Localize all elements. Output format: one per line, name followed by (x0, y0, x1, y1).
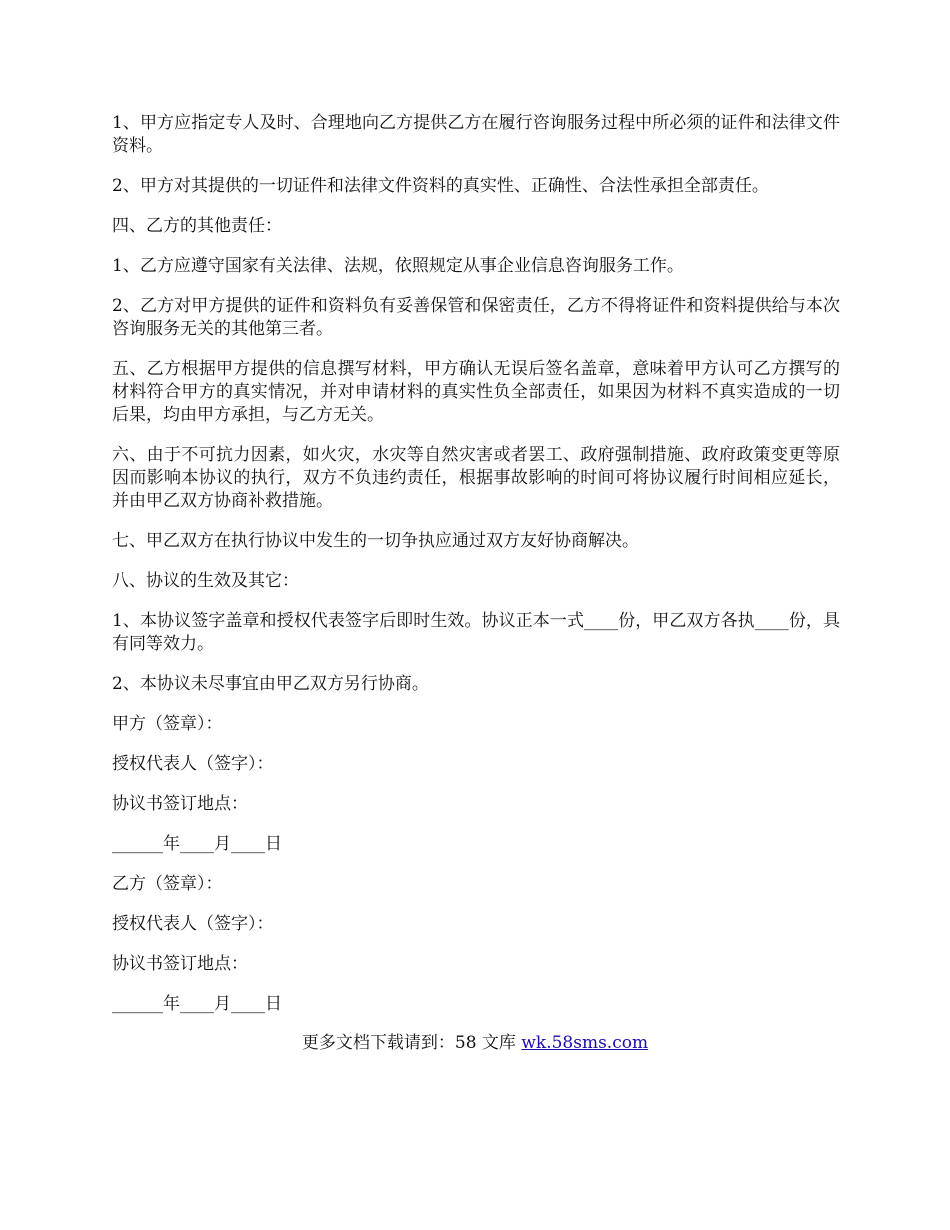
paragraph-clause-8-2: 2、本协议未尽事宜由甲乙双方另行协商。 (112, 674, 429, 694)
section-7: 七、甲乙双方在执行协议中发生的一切争执应通过双方友好协商解决。 (112, 531, 639, 551)
party-a-location-line: 协议书签订地点： (112, 794, 248, 814)
footer-prefix: 更多文档下载请到：58 文库 (301, 1033, 522, 1053)
footer (0, 1032, 950, 1055)
paragraph-clause-2: 2、甲方对其提供的一切证件和法律文件资料的真实性、正确性、合法性承担全部责任。 (112, 176, 769, 196)
paragraph-clause-4-1: 1、乙方应遵守国家有关法律、法规，依照规定从事企业信息咨询服务工作。 (112, 256, 684, 276)
party-b-representative-line: 授权代表人（签字）： (112, 914, 274, 934)
paragraph-clause-8-1: 1、本协议签字盖章和授权代表签字后即时生效。协议正本一式____份，甲乙双方各执____份，具有同等效力。 (112, 611, 840, 654)
party-b-seal-line: 乙方（签章）： (112, 874, 223, 894)
section-5: 五、乙方根据甲方提供的信息撰写材料，甲方确认无误后签名盖章，意味着甲方认可乙方撰写的材料符合甲方的真实情况，并对申请材料的真实性负全部责任，如果因为材料不真实造成的一切后果，均由甲方承担，与乙方无关。 (112, 359, 840, 425)
document-body (112, 112, 840, 1033)
party-a-seal-line: 甲方（签章）： (112, 714, 223, 734)
footer-link[interactable]: wk.58sms.com (521, 1033, 649, 1053)
section-6: 六、由于不可抗力因素，如火灾，水灾等自然灾害或者罢工、政府强制措施、政府政策变更等原因而影响本协议的执行，双方不负违约责任，根据事故影响的时间可将协议履行时间相应延长，并由甲乙双方协商补救措施。 (112, 445, 840, 511)
party-a-date-line: ______年____月____日 (112, 834, 282, 854)
paragraph-clause-1: 1、甲方应指定专人及时、合理地向乙方提供乙方在履行咨询服务过程中所必须的证件和法律文件资料。 (112, 113, 840, 156)
section-heading-4: 四、乙方的其他责任： (112, 216, 282, 236)
party-b-location-line: 协议书签订地点： (112, 954, 248, 974)
party-a-representative-line: 授权代表人（签字）： (112, 754, 274, 774)
party-b-date-line: ______年____月____日 (112, 994, 282, 1014)
section-heading-8: 八、协议的生效及其它： (112, 571, 299, 591)
paragraph-clause-4-2: 2、乙方对甲方提供的证件和资料负有妥善保管和保密责任，乙方不得将证件和资料提供给与本次咨询服务无关的其他第三者。 (112, 296, 840, 339)
